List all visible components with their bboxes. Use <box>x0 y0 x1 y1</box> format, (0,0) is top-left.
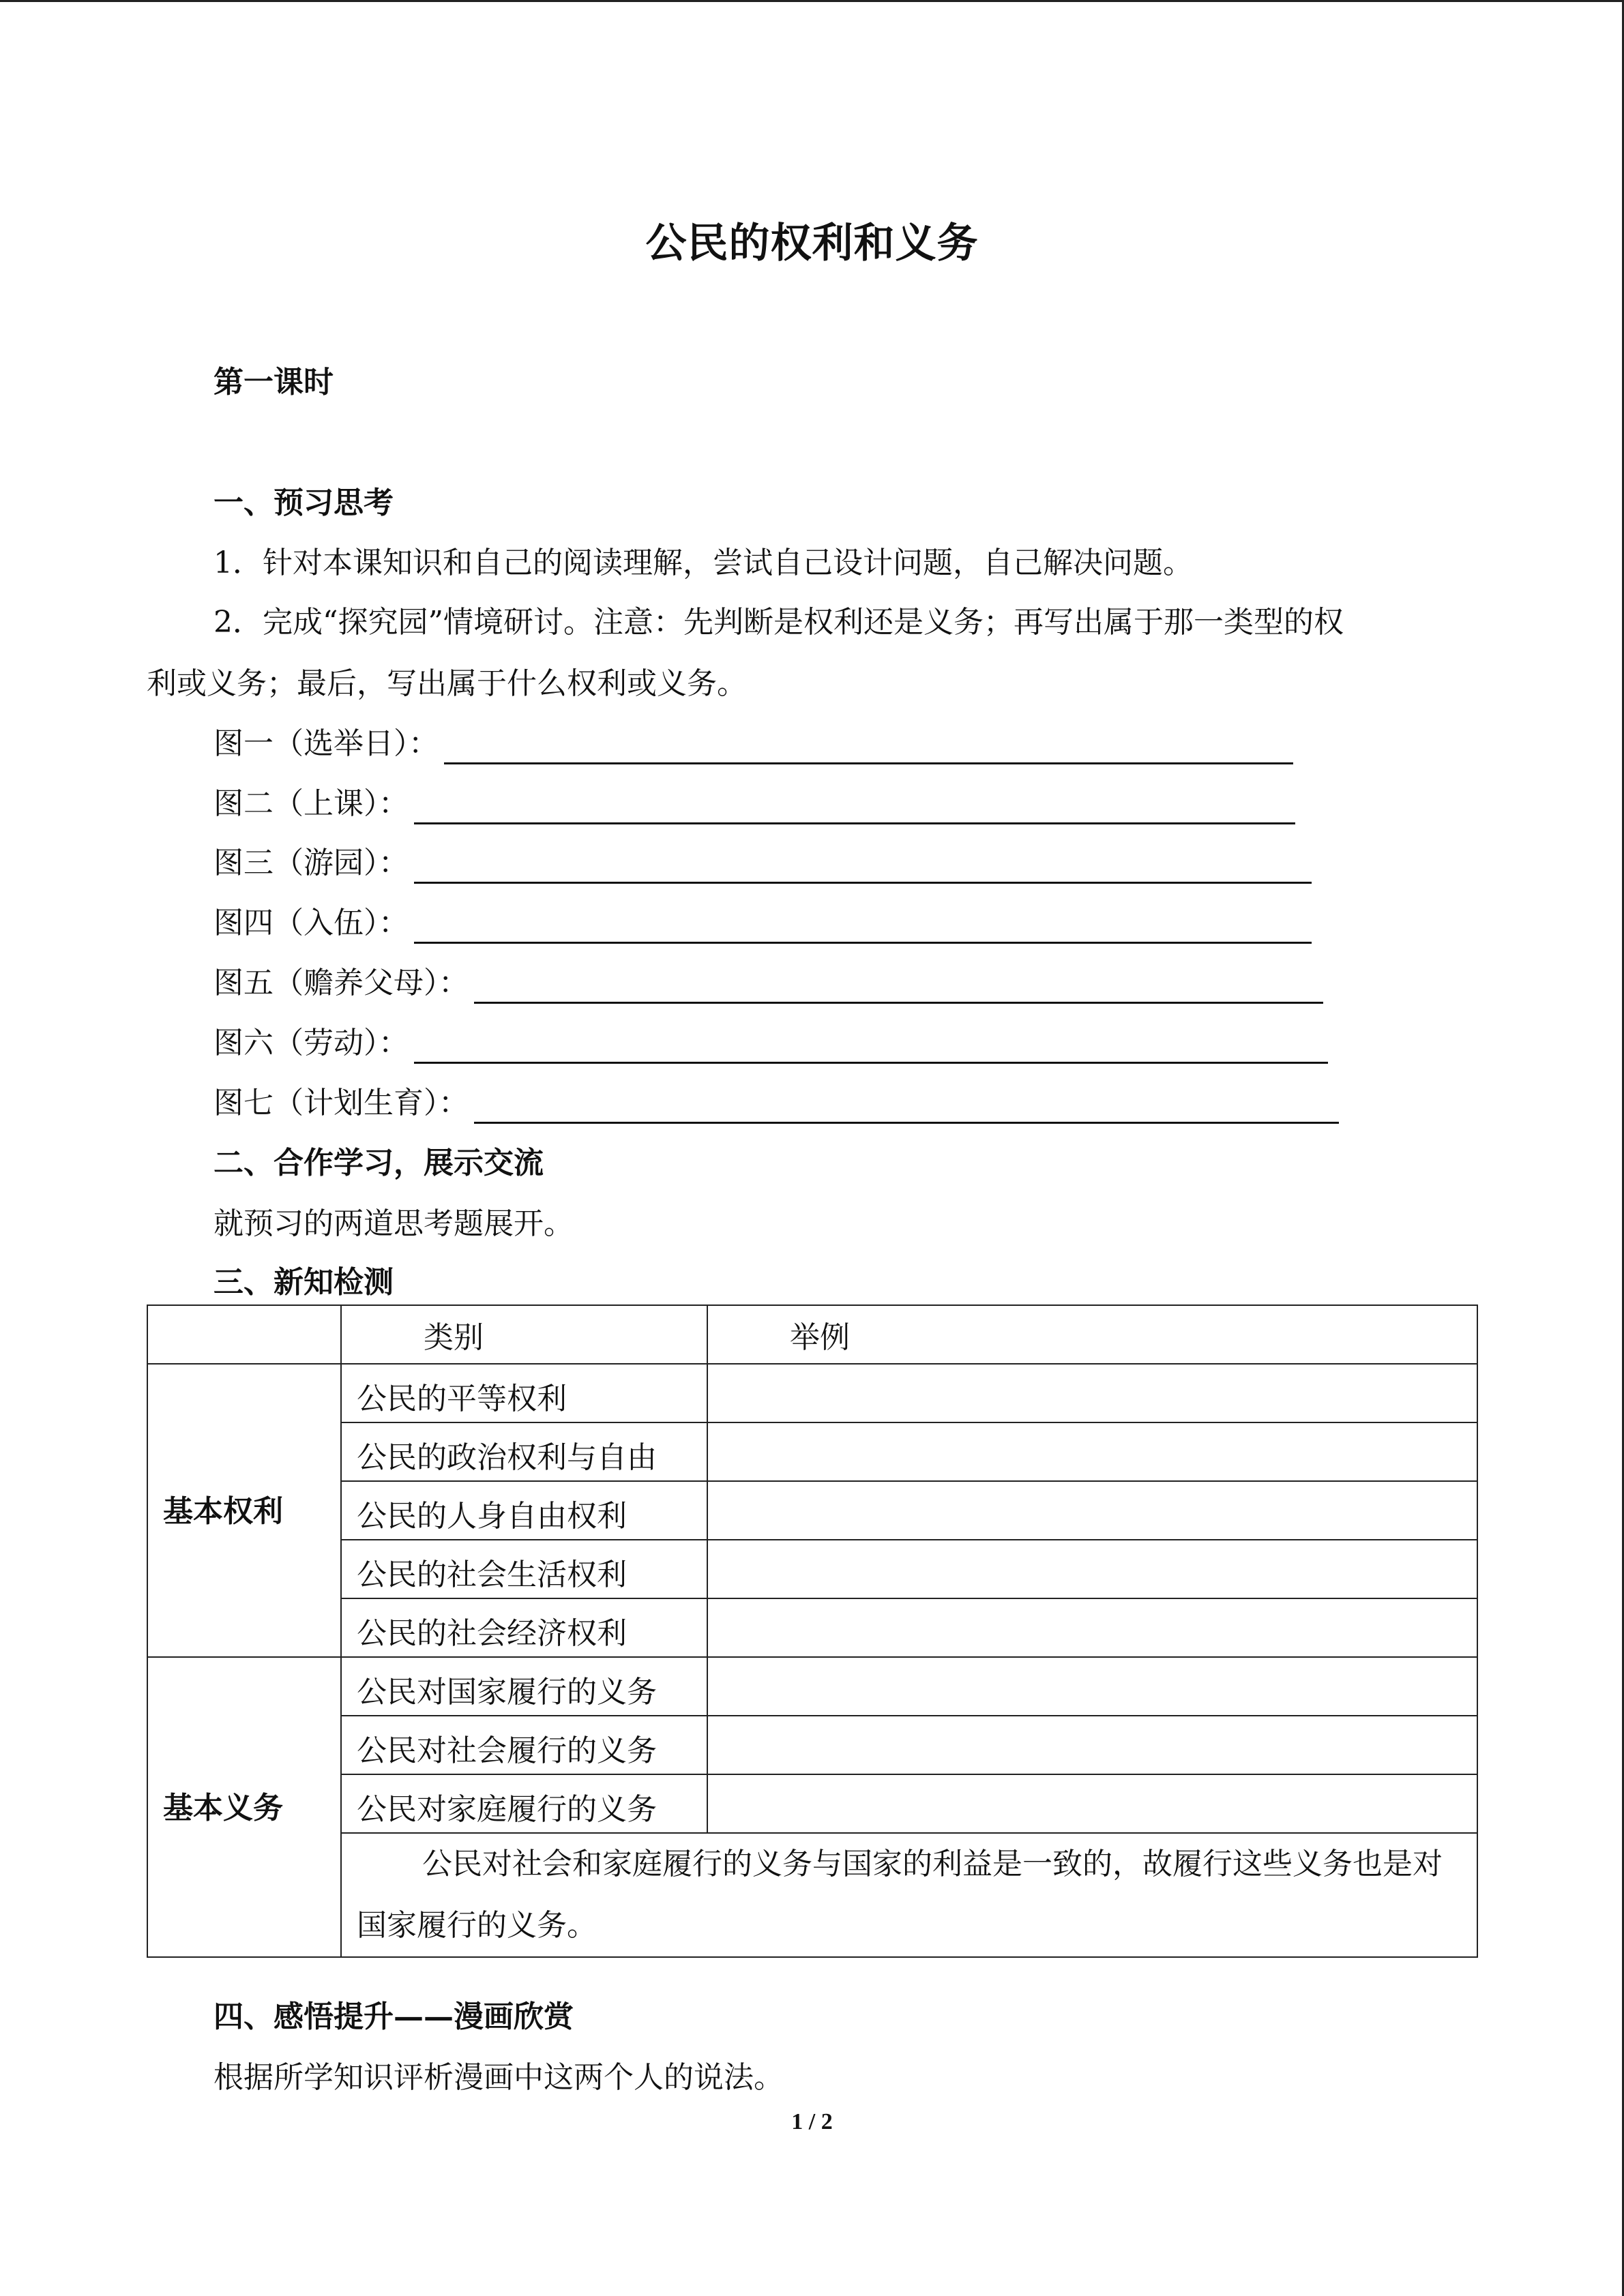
fill-blank-label: 图二（上课）： <box>213 786 409 821</box>
table-header-row <box>147 1305 1477 1364</box>
table-row <box>147 1422 1477 1481</box>
table-category-cell: 公民的平等权利 <box>341 1364 707 1422</box>
section2-text: 就预习的两道思考题展开。 <box>213 1206 574 1241</box>
section3-heading: 三、新知检测 <box>213 1265 394 1300</box>
table-example-cell[interactable] <box>707 1422 1477 1481</box>
rights-group-label: 基本权利 <box>147 1364 341 1657</box>
fill-blank-line[interactable] <box>474 966 1323 1004</box>
table-category-cell: 公民的政治权利与自由 <box>341 1422 707 1481</box>
table-row <box>147 1716 1477 1774</box>
table-header-category: 类别 <box>341 1305 707 1364</box>
section1-item1: 1．针对本课知识和自己的阅读理解，尝试自己设计问题，自己解决问题。 <box>213 546 1193 580</box>
fill-blank-row <box>213 963 1323 1004</box>
table-example-cell[interactable] <box>707 1774 1477 1833</box>
table-category-cell: 公民的社会生活权利 <box>341 1540 707 1598</box>
fill-blank-label: 图一（选举日）： <box>213 726 439 761</box>
fill-blank-line[interactable] <box>414 1026 1328 1064</box>
table-example-cell[interactable] <box>707 1598 1477 1657</box>
section4-text: 根据所学知识评析漫画中这两个人的说法。 <box>213 2060 784 2095</box>
fill-blank-row <box>213 1023 1328 1064</box>
table-category-cell: 公民对国家履行的义务 <box>341 1657 707 1716</box>
fill-blank-label: 图七（计划生育）： <box>213 1086 469 1120</box>
fill-blank-row <box>213 784 1295 824</box>
page-number: 1 / 2 <box>791 2109 833 2134</box>
fill-blank-label: 图四（入伍）： <box>213 906 409 940</box>
fill-blank-line[interactable] <box>414 846 1312 884</box>
section1-item2-line1: 2．完成“探究园”情境研讨。注意：先判断是权利还是义务；再写出属于那一类型的权 <box>213 605 1344 640</box>
page-title: 公民的权利和义务 <box>645 220 979 267</box>
lesson-label: 第一课时 <box>213 365 334 400</box>
table-example-cell[interactable] <box>707 1540 1477 1598</box>
fill-blank-label: 图五（赡养父母）： <box>213 966 469 1000</box>
table-row <box>147 1774 1477 1833</box>
table-example-cell[interactable] <box>707 1716 1477 1774</box>
table-example-cell[interactable] <box>707 1481 1477 1540</box>
fill-blank-line[interactable] <box>414 787 1295 824</box>
table-note-text: 公民对社会和家庭履行的义务与国家的利益是一致的，故履行这些义务也是对国家履行的义务。 <box>357 1847 1443 1943</box>
section4-heading: 四、感悟提升——漫画欣赏 <box>213 1999 574 2034</box>
table-category-cell: 公民对家庭履行的义务 <box>341 1774 707 1833</box>
section1-item2-line2: 利或义务；最后，写出属于什么权利或义务。 <box>147 666 747 701</box>
table-corner-cell <box>147 1305 341 1364</box>
table-header-example: 举例 <box>707 1305 1477 1364</box>
table-row <box>147 1364 1477 1422</box>
section1-heading: 一、预习思考 <box>213 486 394 520</box>
table-row <box>147 1540 1477 1598</box>
fill-blank-row <box>213 1083 1339 1124</box>
fill-blank-label: 图六（劳动）： <box>213 1026 409 1060</box>
table-note-cell <box>341 1833 1477 1957</box>
fill-blank-row <box>213 903 1312 944</box>
fill-blank-line[interactable] <box>444 727 1293 764</box>
duties-group-label: 基本义务 <box>147 1657 341 1957</box>
fill-blank-label: 图三（游园）： <box>213 846 409 880</box>
fill-blank-line[interactable] <box>474 1086 1339 1124</box>
fill-blank-line[interactable] <box>414 906 1312 944</box>
table-row <box>147 1481 1477 1540</box>
table-category-cell: 公民对社会履行的义务 <box>341 1716 707 1774</box>
knowledge-check-table <box>147 1304 1478 1958</box>
table-note-row <box>147 1833 1477 1957</box>
table-category-cell: 公民的社会经济权利 <box>341 1598 707 1657</box>
table-category-cell: 公民的人身自由权利 <box>341 1481 707 1540</box>
fill-blank-row <box>213 843 1312 884</box>
section2-heading: 二、合作学习，展示交流 <box>213 1146 544 1180</box>
table-row <box>147 1598 1477 1657</box>
fill-blank-row <box>213 724 1293 764</box>
table-example-cell[interactable] <box>707 1364 1477 1422</box>
table-example-cell[interactable] <box>707 1657 1477 1716</box>
table-row <box>147 1657 1477 1716</box>
